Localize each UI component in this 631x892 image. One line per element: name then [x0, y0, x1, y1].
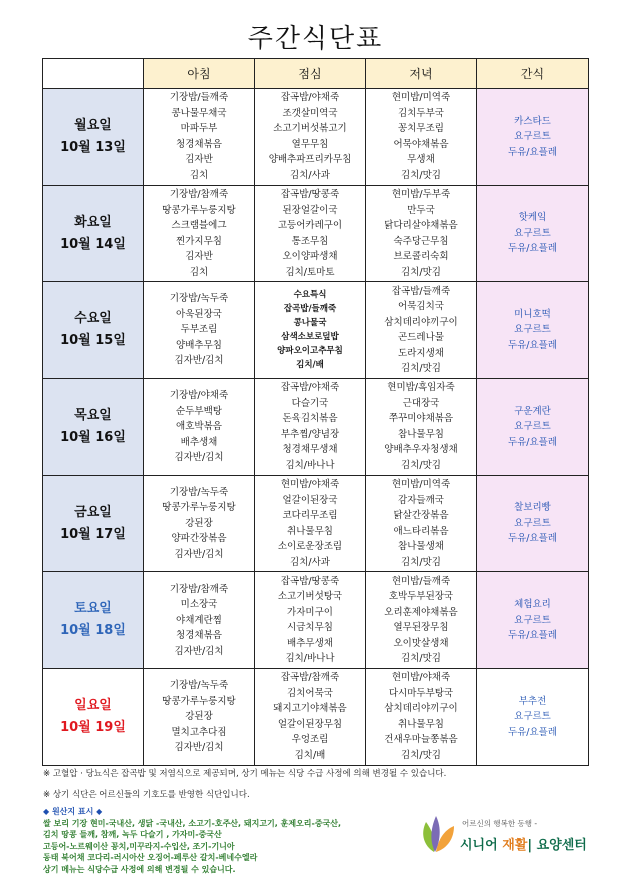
menu-item: 순두부백탕 [176, 405, 222, 417]
menu-item: 어묵김치국 [398, 301, 444, 313]
menu-item: 조갯살미역국 [282, 107, 338, 119]
snack-cell [477, 379, 589, 476]
menu-item: 오이맛살생채 [393, 637, 449, 649]
menu-item: 기장밥/녹두죽 [169, 293, 229, 305]
menu-item: 요구르트 [514, 614, 551, 626]
menu-item: 잡곡밥/야채죽 [280, 92, 340, 104]
header-dinner: 저녁 [366, 59, 477, 89]
menu-item: 두유/요플레 [507, 339, 558, 351]
menu-item: 돈육김치볶음 [282, 413, 338, 425]
menu-item: 배추생채 [180, 436, 218, 448]
menu-item: 요구르트 [514, 227, 551, 239]
menu-item: 잡곡밥/들깨죽 [391, 285, 451, 297]
table-row [43, 185, 589, 282]
menu-item: 얼갈이된장무침 [277, 718, 343, 730]
menu-item: 기장밥/녹두죽 [169, 486, 229, 498]
lunch-cell [255, 475, 366, 572]
menu-item: 요구르트 [514, 517, 551, 529]
menu-item: 김치/사과 [290, 169, 330, 181]
menu-item: 어묵야채볶음 [393, 138, 449, 150]
menu-item: 김자반/김치 [174, 452, 224, 464]
menu-item: 핫케잌 [518, 212, 547, 224]
menu-item: 김치 [189, 266, 209, 278]
menu-item: 열무무침 [291, 138, 329, 150]
menu-item: 김자반/김치 [174, 645, 224, 657]
menu-item: 김자반/김치 [174, 548, 224, 560]
header-corner [43, 59, 144, 89]
menu-item: 두부조림 [180, 324, 218, 336]
menu-item: 김치 [189, 169, 209, 181]
origin-line: 쌀 보리 기장 현미-국내산, 생닭 -국내산, 소고기-호주산, 돼지고기, 훈제오리-중국산, [43, 818, 342, 828]
menu-item: 양배추파프리카무침 [268, 154, 352, 166]
menu-item: 카스타드 [514, 115, 551, 127]
menu-item: 강된장 [185, 711, 213, 723]
menu-item: 양배추우자청생채 [384, 444, 458, 456]
menu-item: 요구르트 [514, 711, 551, 723]
origin-line: 상기 메뉴는 식당수급 사정에 의해 변경될 수 있습니다. [43, 864, 236, 874]
menu-item: 찐가지무침 [176, 235, 222, 247]
menu-item: 취나물무침 [398, 718, 444, 730]
menu-item: 현미밥/야채죽 [391, 672, 451, 684]
menu-item: 소고기버섯탕국 [277, 591, 343, 603]
dinner-cell [366, 669, 477, 766]
menu-item: 꽁치무조림 [398, 123, 444, 135]
menu-item: 곤드레나물 [398, 332, 444, 344]
menu-item: 체험요리 [514, 599, 551, 611]
brand-part: 재활 [502, 838, 528, 853]
menu-item: 삼치데리야끼구이 [384, 703, 458, 715]
day-name: 수요일 [74, 311, 112, 327]
logo-tagline: 어르신의 행복한 동행 - [462, 819, 538, 828]
day-date: 10월 19일 [60, 719, 126, 735]
header-row [43, 59, 589, 89]
menu-item: 김치/토마토 [285, 266, 335, 278]
brand-part: 시니어 [460, 838, 498, 853]
day-cell [43, 572, 144, 669]
weekly-menu-table [42, 58, 589, 766]
leaf-logo-icon [412, 812, 458, 858]
menu-item: 현미밥/들깨죽 [391, 575, 451, 587]
menu-item: 강된장 [185, 517, 213, 529]
menu-item: 두유/요플레 [507, 630, 558, 642]
menu-item: 땅콩가루누룽지탕 [162, 204, 236, 216]
menu-item: 잡곡밥/땅콩죽 [280, 189, 340, 201]
menu-item: 두유/요플레 [507, 243, 558, 255]
table-row [43, 475, 589, 572]
menu-item: 통조무침 [291, 235, 329, 247]
menu-item: 김치/맛김 [401, 653, 441, 665]
menu-item: 숙주당근무침 [393, 235, 449, 247]
menu-item: 아욱된장국 [176, 308, 222, 320]
day-date: 10월 16일 [60, 429, 126, 445]
menu-item: 콩나물무채국 [171, 107, 227, 119]
menu-item: 무생채 [407, 154, 435, 166]
menu-item: 마파두부 [180, 123, 218, 135]
breakfast-cell [144, 669, 255, 766]
menu-item: 삼색소보로덮밥 [281, 332, 339, 343]
menu-item: 근대장국 [402, 397, 440, 409]
dinner-cell [366, 282, 477, 379]
day-date: 10월 15일 [60, 333, 126, 349]
menu-item: 고등어카레구이 [277, 220, 343, 232]
day-date: 10월 14일 [60, 236, 126, 252]
header-breakfast: 아침 [144, 59, 255, 89]
menu-item: 열무된장무침 [393, 622, 449, 634]
origin-line: 김치 땅콩 들깨, 참깨, 녹두 다슬기 , 가자미-중국산 [43, 830, 222, 839]
day-name: 화요일 [74, 214, 112, 230]
menu-item: 애느타리볶음 [393, 525, 449, 537]
lunch-cell [255, 89, 366, 186]
brand-part: | 요양센터 [527, 838, 587, 853]
menu-item: 김치/사과 [290, 556, 330, 568]
snack-cell [477, 669, 589, 766]
menu-item: 김치/맛김 [401, 363, 441, 375]
table-row [43, 89, 589, 186]
menu-item: 쭈꾸미야채볶음 [388, 413, 454, 425]
menu-item: 김자반/김치 [174, 355, 224, 367]
menu-item: 야채계란찜 [176, 614, 222, 626]
origin-line: 동태 북어채 코다리-러시아산 오징어-페루산 갈치-베네수엘라 [43, 853, 258, 862]
menu-item: 오이양파생채 [282, 251, 338, 263]
day-name: 목요일 [74, 407, 112, 423]
notes [43, 768, 603, 810]
center-logo [412, 812, 602, 862]
menu-item: 김치/배 [294, 749, 326, 761]
menu-item: 감자들깨국 [398, 494, 444, 506]
menu-item: 오리훈제야채볶음 [384, 606, 458, 618]
breakfast-cell [144, 572, 255, 669]
menu-item: 부추전 [518, 695, 547, 707]
menu-item: 구운계란 [514, 405, 551, 417]
menu-item: 가자미구이 [287, 606, 333, 618]
menu-item: 청경채볶음 [176, 630, 222, 642]
table-row [43, 572, 589, 669]
menu-item: 청경채무생채 [282, 444, 338, 456]
menu-item: 김치/맛김 [401, 556, 441, 568]
menu-item: 멸치고추다짐 [171, 726, 227, 738]
menu-item: 현미밥/미역죽 [391, 92, 451, 104]
snack-cell [477, 185, 589, 282]
menu-item: 건새우마늘쫑볶음 [384, 734, 458, 746]
dinner-cell [366, 89, 477, 186]
menu-item: 다시마두부탕국 [388, 687, 454, 699]
menu-item: 양파오이고추무침 [277, 346, 343, 357]
menu-item: 기장밥/들깨죽 [169, 92, 229, 104]
menu-item: 현미밥/야채죽 [280, 479, 340, 491]
menu-item: 요구르트 [514, 421, 551, 433]
menu-item: 두유/요플레 [507, 436, 558, 448]
menu-item: 기장밥/참깨죽 [169, 189, 229, 201]
day-name: 토요일 [74, 601, 112, 617]
menu-item: 김치/맛김 [401, 459, 441, 471]
page-title: 주간식단표 [247, 24, 384, 54]
menu-item: 김치두부국 [398, 107, 444, 119]
note-line: ※ 고혈압 · 당뇨식은 잡곡밥 및 저염식으로 제공되며, 상기 메뉴는 식당 수급 사정에 의해 변경될 수 있습니다. [43, 769, 447, 779]
snack-cell [477, 89, 589, 186]
menu-item: 김치/바나나 [285, 653, 335, 665]
breakfast-cell [144, 282, 255, 379]
snack-cell [477, 572, 589, 669]
lunch-cell [255, 185, 366, 282]
menu-item: 취나물무침 [287, 525, 333, 537]
day-cell [43, 669, 144, 766]
header-lunch: 점심 [255, 59, 366, 89]
dinner-cell [366, 572, 477, 669]
day-cell [43, 475, 144, 572]
table-row [43, 282, 589, 379]
menu-item: 브로콜리숙회 [393, 251, 449, 263]
dinner-cell [366, 475, 477, 572]
dinner-cell [366, 379, 477, 476]
breakfast-cell [144, 379, 255, 476]
logo-brand [460, 834, 587, 853]
menu-item: 두유/요플레 [507, 146, 558, 158]
origin-line: 고등어-노르웨이산 꽁치,미꾸라지-수입산, 조기-기니아 [43, 841, 235, 851]
menu-item: 땅콩가루누룽지탕 [162, 502, 236, 514]
day-date: 10월 13일 [60, 139, 126, 155]
menu-item: 소이로운장조림 [277, 541, 343, 553]
menu-item: 청경채볶음 [176, 138, 222, 150]
menu-item: 부추찜/양념장 [280, 428, 340, 440]
menu-item: 미소장국 [180, 599, 218, 611]
day-name: 월요일 [74, 117, 112, 133]
menu-item: 두유/요플레 [507, 533, 558, 545]
origin-heading: ◆ 원산지 표시 ◆ [43, 807, 103, 816]
menu-item: 수요특식 [293, 290, 327, 301]
menu-item: 현미밥/두부죽 [391, 189, 451, 201]
lunch-cell [255, 669, 366, 766]
day-cell [43, 89, 144, 186]
menu-item: 땅콩가루누룽지탕 [162, 695, 236, 707]
menu-item: 현미밥/흑임자죽 [387, 382, 455, 394]
menu-item: 기장밥/녹두죽 [169, 680, 229, 692]
menu-item: 우엉조림 [291, 734, 329, 746]
menu-item: 김치/맛김 [401, 266, 441, 278]
day-name: 금요일 [74, 504, 112, 520]
menu-item: 도라지생채 [398, 347, 444, 359]
menu-item: 잡곡밥/들깨죽 [283, 304, 337, 315]
day-date: 10월 17일 [60, 526, 126, 542]
lunch-cell [255, 572, 366, 669]
day-name: 일요일 [74, 697, 112, 713]
note-line: ※ 상기 식단은 어르신들의 기호도를 반영한 식단입니다. [43, 790, 250, 800]
menu-item: 현미밥/미역죽 [391, 479, 451, 491]
day-cell [43, 282, 144, 379]
day-cell [43, 379, 144, 476]
menu-item: 잡곡밥/참깨죽 [280, 672, 340, 684]
snack-cell [477, 475, 589, 572]
menu-item: 김치어묵국 [287, 687, 333, 699]
menu-item: 기장밥/참깨죽 [169, 583, 229, 595]
menu-item: 기장밥/야채죽 [169, 390, 229, 402]
day-cell [43, 185, 144, 282]
menu-item: 코다리무조림 [282, 510, 338, 522]
menu-item: 참나물생채 [398, 541, 444, 553]
menu-item: 얼갈이된장국 [282, 494, 338, 506]
menu-item: 찰보리빵 [514, 502, 551, 514]
snack-cell [477, 282, 589, 379]
menu-item: 만두국 [407, 204, 435, 216]
menu-item: 된장얼갈이국 [282, 204, 338, 216]
menu-item: 요구르트 [514, 324, 551, 336]
menu-item: 삼치데리야끼구이 [384, 316, 458, 328]
breakfast-cell [144, 475, 255, 572]
menu-item: 김자반/김치 [174, 742, 224, 754]
lunch-cell [255, 282, 366, 379]
breakfast-cell [144, 185, 255, 282]
breakfast-cell [144, 89, 255, 186]
menu-item: 콩나물국 [293, 318, 327, 329]
table-row [43, 379, 589, 476]
menu-item: 김치/배 [296, 360, 324, 371]
menu-item: 돼지고기야채볶음 [273, 703, 347, 715]
menu-item: 김치/맛김 [401, 749, 441, 761]
menu-item: 닭살간장볶음 [393, 510, 449, 522]
menu-item: 스크램블에그 [171, 220, 227, 232]
menu-item: 미니호떡 [514, 308, 551, 320]
menu-item: 잡곡밥/땅콩죽 [280, 575, 340, 587]
lunch-cell [255, 379, 366, 476]
menu-item: 다슬기국 [291, 397, 329, 409]
menu-item: 두유/요플레 [507, 726, 558, 738]
menu-item: 소고기버섯볶고기 [273, 123, 347, 135]
menu-item: 잡곡밥/야채죽 [280, 382, 340, 394]
menu-item: 김치/바나나 [285, 459, 335, 471]
menu-item: 김치/맛김 [401, 169, 441, 181]
menu-item: 요구르트 [514, 131, 551, 143]
menu-item: 김자반 [185, 154, 213, 166]
menu-item: 양파간장볶음 [171, 533, 227, 545]
header-snack: 간식 [477, 59, 589, 89]
dinner-cell [366, 185, 477, 282]
day-date: 10월 18일 [60, 623, 126, 639]
menu-item: 애호박볶음 [176, 421, 222, 433]
table-row [43, 669, 589, 766]
menu-item: 양배추무침 [176, 339, 222, 351]
menu-item: 닭다리살야채볶음 [384, 220, 458, 232]
origin-section [43, 806, 403, 875]
menu-item: 참나물무침 [398, 428, 444, 440]
menu-item: 호박두부된장국 [388, 591, 454, 603]
menu-item: 시금치무침 [287, 622, 333, 634]
menu-item: 배추무생채 [287, 637, 333, 649]
menu-item: 김자반 [185, 251, 213, 263]
